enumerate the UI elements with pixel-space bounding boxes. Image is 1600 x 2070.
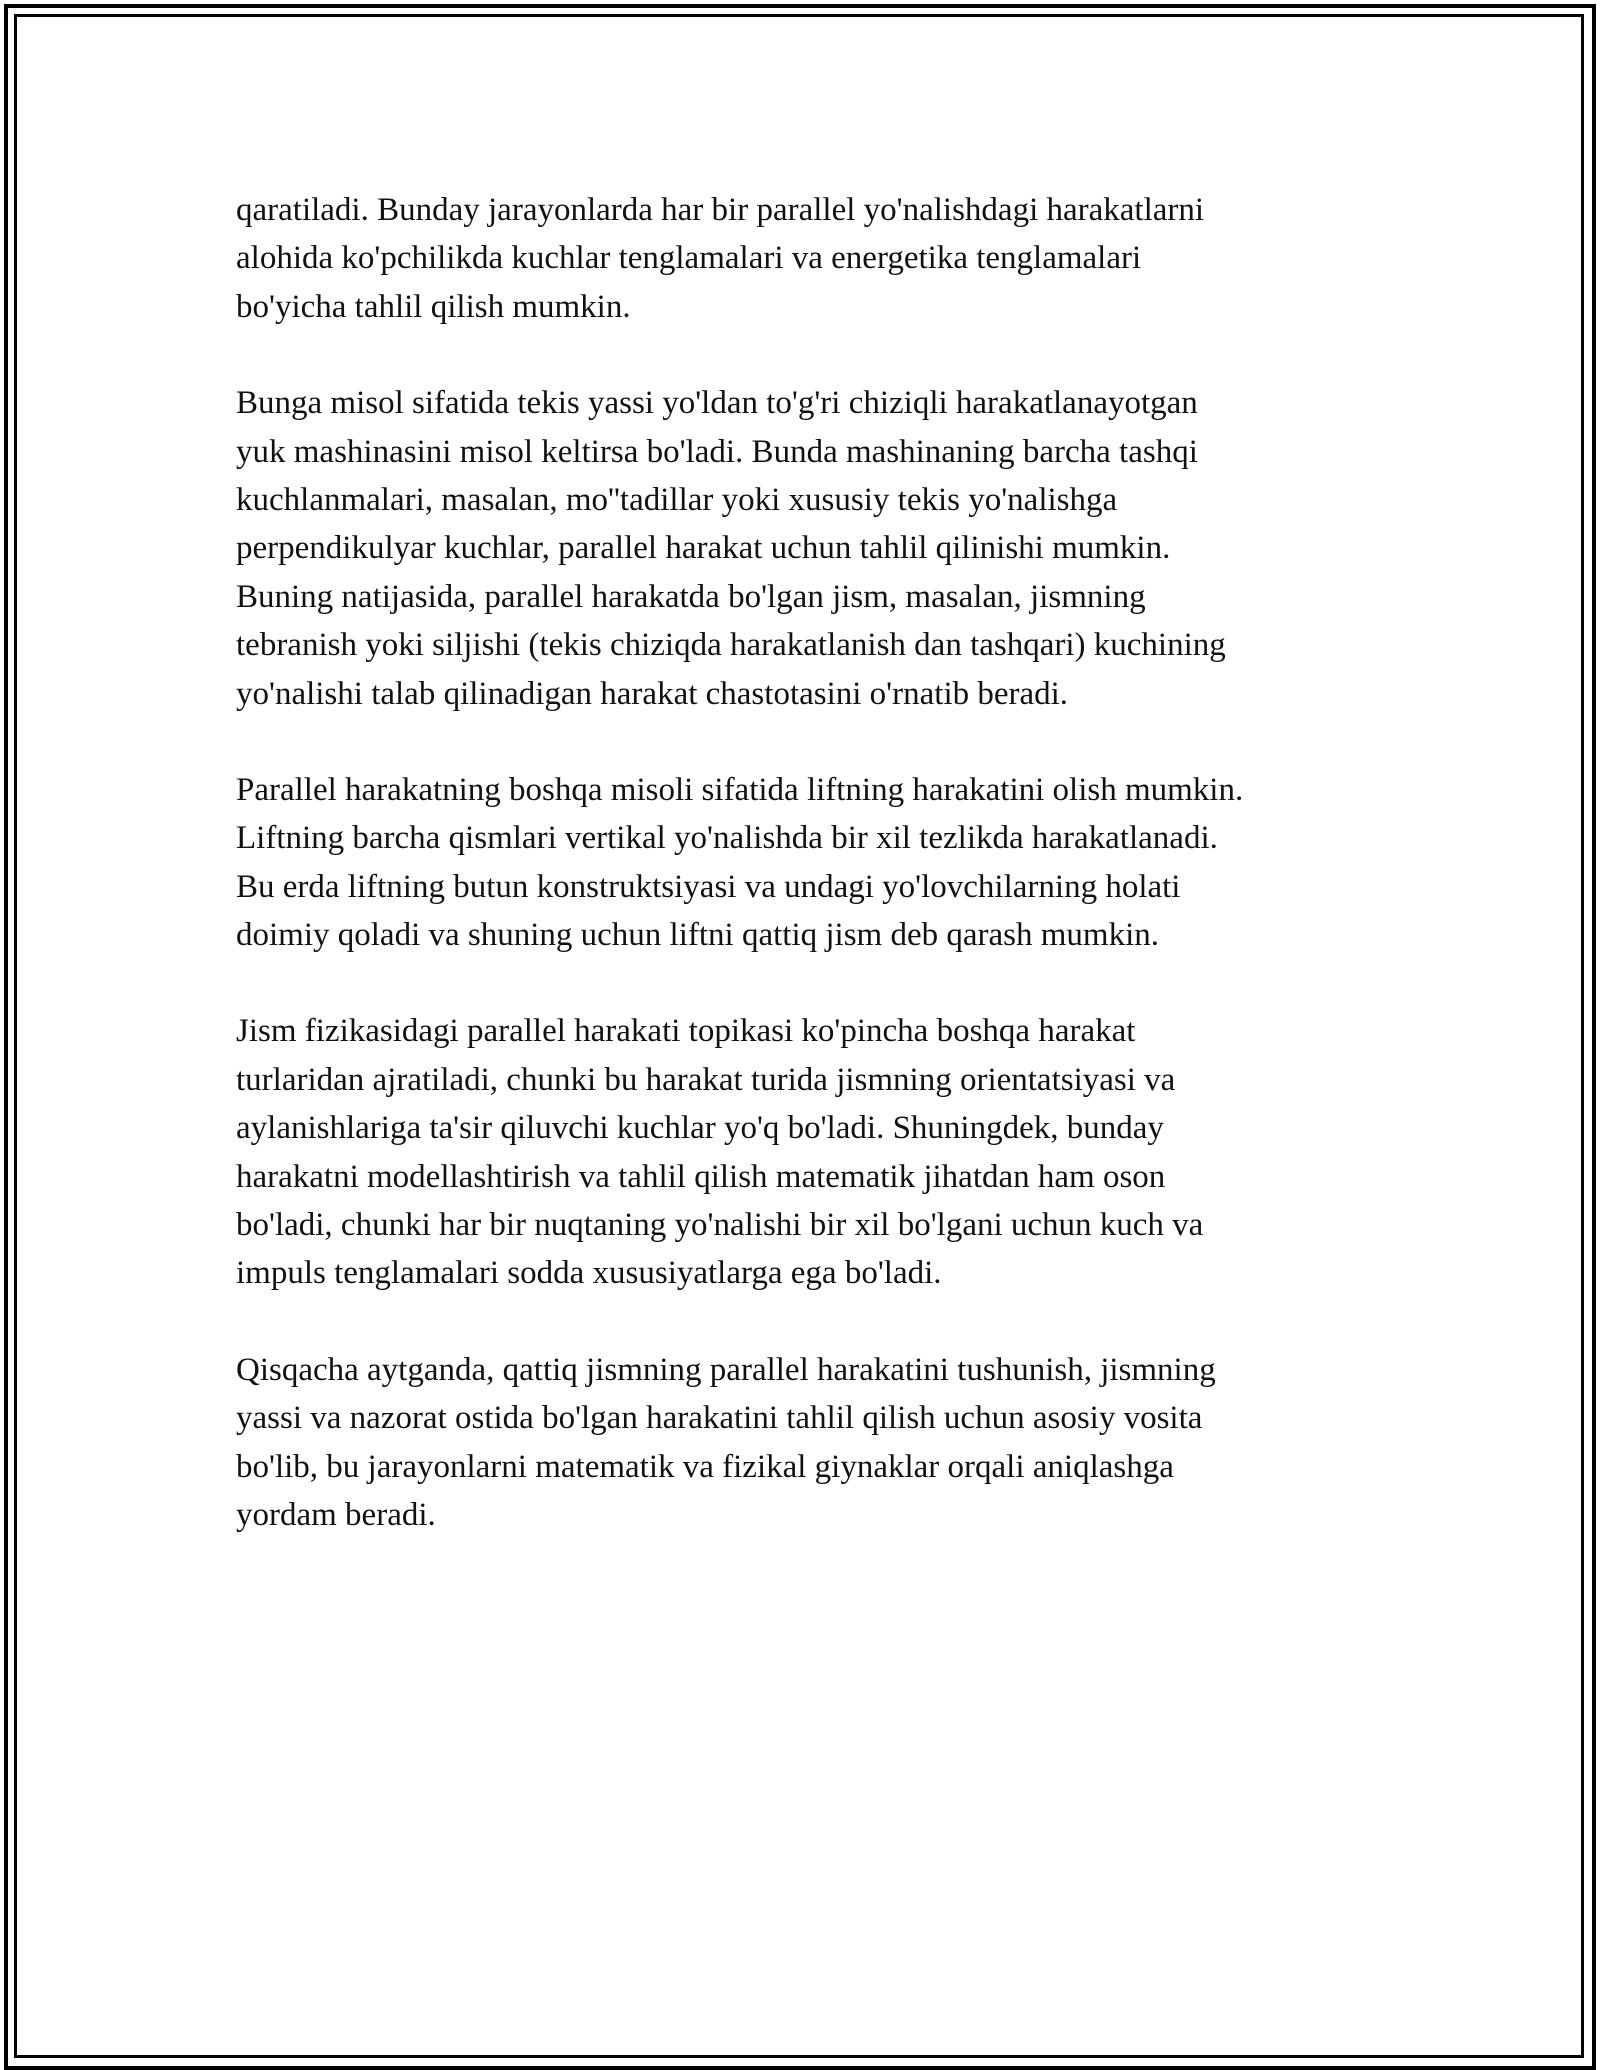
text-line: Bu erda liftning butun konstruktsiyasi va undagi yo'lovchilarning holati: [236, 868, 1181, 905]
text-line: impuls tenglamalari sodda xususiyatlarga ega bo'ladi.: [236, 1255, 942, 1292]
text-line: yassi va nazorat ostida bo'lgan harakatini tahlil qilish uchun asosiy vosita: [236, 1400, 1203, 1437]
text-line: yordam beradi.: [236, 1496, 436, 1533]
text-line: aylanishlariga ta'sir qiluvchi kuchlar yo'q bo'ladi. Shuningdek, bunday: [236, 1110, 1164, 1147]
text-line: tebranish yoki siljishi (tekis chiziqda harakatlanish dan tashqari) kuchining: [236, 627, 1226, 664]
text-line: bo'lib, bu jarayonlarni matematik va fizikal giynaklar orqali aniqlashga: [236, 1448, 1174, 1485]
text-line: alohida ko'pchilikda kuchlar tenglamalari va energetika tenglamalari: [236, 240, 1142, 277]
paragraph-1: [236, 186, 1386, 331]
text-line: kuchlanmalari, masalan, mo''tadillar yoki xususiy tekis yo'nalishga: [236, 481, 1118, 518]
text-line: perpendikulyar kuchlar, parallel harakat uchun tahlil qilinishi mumkin.: [236, 530, 1171, 567]
paragraph-4: [236, 1007, 1386, 1297]
text-line: Parallel harakatning boshqa misoli sifatida liftning harakatini olish mumkin.: [236, 771, 1244, 808]
text-line: doimiy qoladi va shuning uchun liftni qattiq jism deb qarash mumkin.: [236, 917, 1159, 954]
text-line: turlaridan ajratiladi, chunki bu harakat turida jismning orientatsiyasi va: [236, 1061, 1176, 1098]
text-line: bo'yicha tahlil qilish mumkin.: [236, 288, 631, 325]
text-line: Jism fizikasidagi parallel harakati topikasi ko'pincha boshqa harakat: [236, 1013, 1136, 1050]
text-line: Liftning barcha qismlari vertikal yo'nalishda bir xil tezlikda harakatlanadi.: [236, 820, 1218, 857]
text-line: yuk mashinasini misol keltirsa bo'ladi. Bunda mashinaning barcha tashqi: [236, 433, 1198, 470]
paragraph-2: [236, 379, 1386, 718]
text-line: harakatni modellashtirish va tahlil qilish matematik jihatdan ham oson: [236, 1158, 1166, 1195]
text-line: Bunga misol sifatida tekis yassi yo'ldan to'g'ri chiziqli harakatlanayotgan: [236, 385, 1198, 422]
text-line: Qisqacha aytganda, qattiq jismning parallel harakatini tushunish, jismning: [236, 1351, 1216, 1388]
text-line: yo'nalishi talab qilinadigan harakat chastotasini o'rnatib beradi.: [236, 675, 1069, 712]
paragraph-5: [236, 1346, 1386, 1540]
text-line: Buning natijasida, parallel harakatda bo'lgan jism, masalan, jismning: [236, 578, 1146, 615]
text-line: qaratiladi. Bunday jarayonlarda har bir parallel yo'nalishdagi harakatlarni: [236, 192, 1205, 228]
text-line: bo'ladi, chunki har bir nuqtaning yo'nalishi bir xil bo'lgani uchun kuch va: [236, 1207, 1204, 1244]
paragraph-3: [236, 766, 1386, 960]
document-body: [236, 186, 1386, 1587]
